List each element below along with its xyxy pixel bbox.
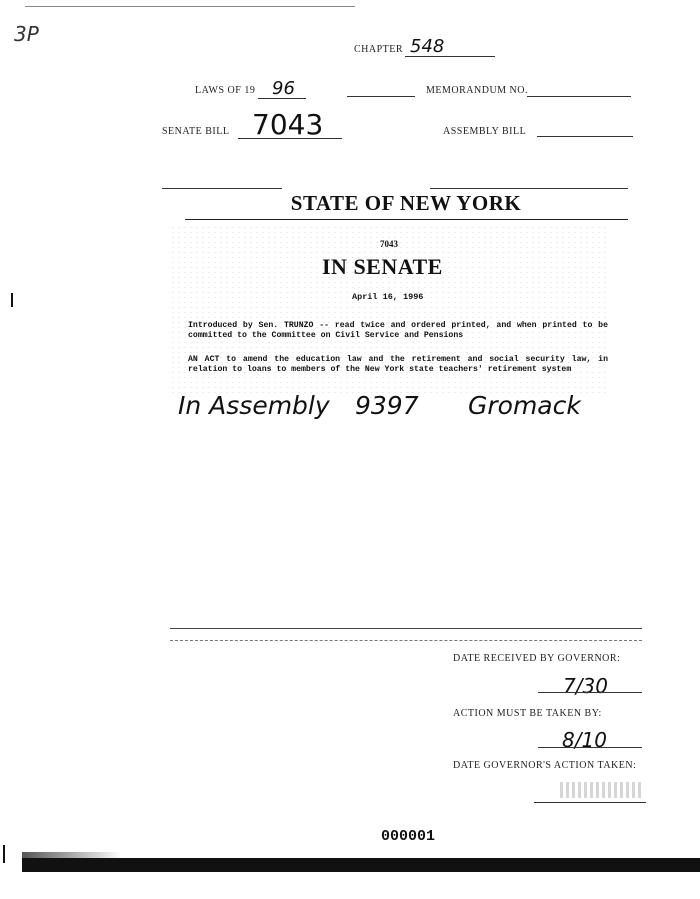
memo-label: MEMORANDUM NO. (426, 85, 529, 96)
handwritten-assembly: In Assembly (178, 391, 330, 420)
lower-rule-1 (170, 628, 642, 629)
header-rule-right (430, 188, 628, 189)
header-rule-left (162, 188, 282, 189)
chapter-value: 548 (410, 36, 445, 57)
state-title: STATE OF NEW YORK (290, 191, 522, 215)
action-by-underline (538, 747, 642, 748)
action-by-value: 8/10 (562, 728, 607, 752)
received-label: DATE RECEIVED BY GOVERNOR: (453, 653, 621, 664)
scan-edge-fade (22, 852, 122, 858)
laws-label: LAWS OF 19 (195, 85, 256, 96)
chapter-label: CHAPTER (354, 44, 404, 55)
senate-bill-label: SENATE BILL (162, 126, 230, 137)
handwritten-sponsor: Gromack (468, 391, 581, 420)
margin-note: 3P (14, 22, 39, 46)
received-underline (538, 692, 642, 693)
scan-edge-bar (22, 858, 700, 872)
handwritten-assembly-number: 9397 (355, 391, 419, 420)
action-taken-label: DATE GOVERNOR'S ACTION TAKEN: (453, 760, 637, 771)
state-title-rule (185, 219, 628, 220)
page-number: 000001 (381, 828, 436, 845)
introduced-text: Introduced by Sen. TRUNZO -- read twice and ordered printed, and when printed to be committed to the Committee on Civil Service and Pensions (188, 321, 608, 340)
bill-number: 7043 (380, 239, 398, 249)
laws-value: 96 (272, 78, 295, 99)
received-value: 7/30 (563, 674, 608, 698)
action-by-label: ACTION MUST BE TAKEN BY: (453, 708, 602, 719)
action-taken-stamp (560, 782, 644, 798)
action-taken-underline (534, 802, 646, 803)
laws-extra-underline (347, 96, 415, 97)
memo-underline (527, 96, 631, 97)
assembly-bill-underline (537, 136, 633, 137)
scan-mark-left-bottom (3, 845, 5, 863)
bill-date: April 16, 1996 (352, 292, 424, 302)
assembly-bill-label: ASSEMBLY BILL (443, 126, 527, 137)
scan-mark-left (11, 293, 13, 307)
lower-rule-2 (170, 640, 642, 641)
senate-bill-value: 7043 (252, 108, 324, 141)
act-text: AN ACT to amend the education law and the retirement and social security law, in relation to loans to members of the New York state teachers' retirement system (188, 355, 608, 374)
top-rule (25, 6, 355, 7)
chamber-title: IN SENATE (322, 254, 443, 279)
